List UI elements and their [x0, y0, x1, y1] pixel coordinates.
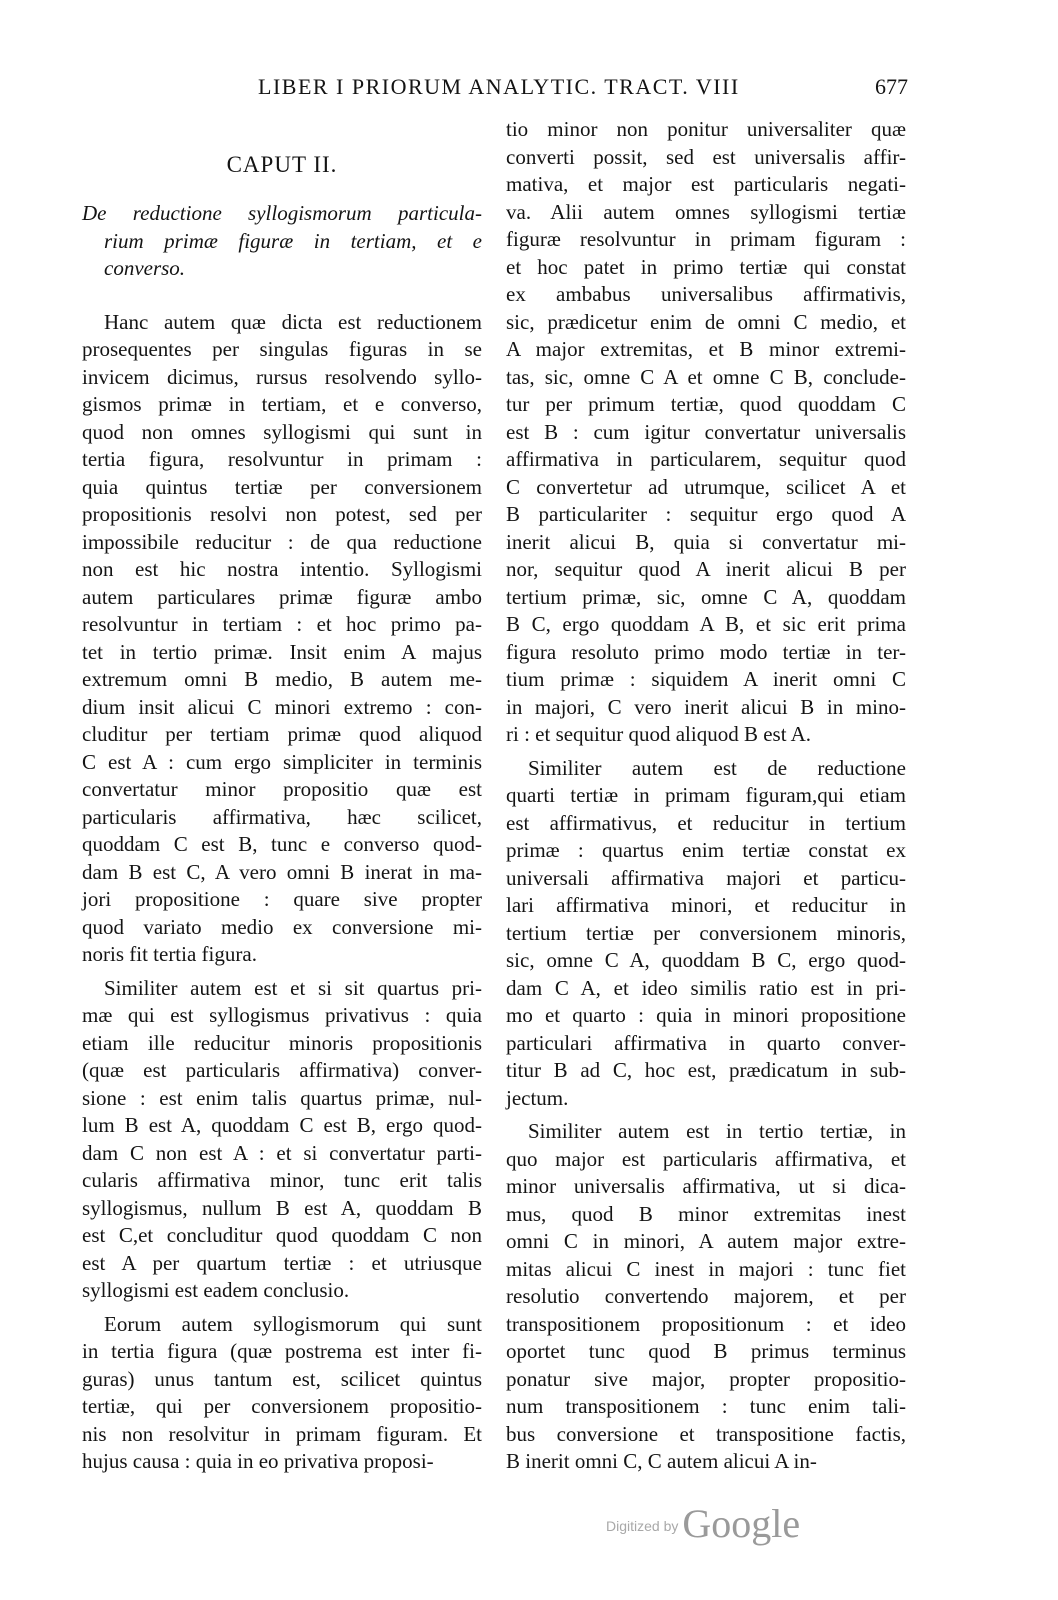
text-line: Similiter autem est et si sit quartus pri- [104, 975, 482, 1000]
text-line: noris fit tertia figura. [82, 942, 257, 966]
text-line: in tertia figura (quæ postrema est inter fi- [82, 1339, 482, 1363]
chapter-heading: CAPUT II. [226, 152, 338, 177]
text-line: va. Alii autem omnes syllogismi tertiæ [506, 199, 906, 224]
text-line: est B : cum igitur convertatur universalis [506, 419, 906, 444]
text-line: (quæ est particularis affirmativa) conver- [82, 1058, 482, 1082]
running-title: LIBER I PRIORUM ANALYTIC. TRACT. VIII [258, 74, 740, 99]
right-column [506, 116, 906, 1476]
text-line: B inerit omni C, C autem alicui A in- [506, 1449, 817, 1473]
left-column-body [82, 309, 482, 1476]
text-line: C convertetur ad utrumque, scilicet A et [506, 474, 906, 499]
text-line: Similiter autem est de reductione [528, 755, 906, 780]
text-line: dam C non est A : et si convertatur parti- [82, 1140, 482, 1165]
subtitle-line: converso. [104, 256, 186, 280]
text-line: tet in tertio primæ. Insit enim A majus [82, 639, 482, 664]
text-line: sione : est enim talis quartus primæ, nul- [82, 1085, 482, 1110]
text-line: non est hic nostra intentio. Syllogismi [82, 557, 482, 581]
text-line: syllogismus, nullum B est A, quoddam B [82, 1195, 482, 1220]
text-line: inerit alicui B, quia si convertatur mi- [506, 529, 906, 554]
text-line: autem particulares primæ figuræ ambo [82, 584, 482, 609]
text-line: nor, sequitur quod A inerit alicui B per [506, 557, 906, 581]
paragraph [82, 309, 482, 969]
text-line: titur B ad C, hoc est, prædicatum in sub- [506, 1058, 906, 1082]
text-line: ponatur sive major, propter propositio- [506, 1366, 906, 1391]
paragraph [82, 975, 482, 1305]
text-line: C est A : cum ergo simpliciter in terminis [82, 749, 482, 774]
paragraph [506, 1118, 906, 1476]
text-line: est A per quartum tertiæ : et utriusque [82, 1250, 482, 1275]
subtitle-line: De reductione syllogismorum particula- [82, 201, 482, 225]
text-line: tur per primum tertiæ, quod quoddam C [506, 392, 906, 416]
text-line: tertia figura, resolvuntur in primam : [82, 447, 482, 471]
text-line: nis non resolvitur in primam figuram. Et [82, 1421, 482, 1446]
text-line: et hoc patet in primo tertiæ qui constat [506, 254, 906, 279]
text-line: tas, sic, omne C A et omne C B, conclude- [506, 364, 906, 389]
left-column [82, 146, 482, 1476]
text-line: primæ : quartus enim tertiæ constat ex [506, 838, 906, 862]
text-line: B C, ergo quoddam A B, et sic erit prima [506, 612, 906, 636]
text-line: omni C in minori, A autem major extre- [506, 1229, 906, 1253]
text-line: guras) unus tantum est, scilicet quintus [82, 1366, 482, 1391]
text-line: gismos primæ in tertiam, et e converso, [82, 392, 482, 416]
text-line: resolvuntur in tertiam : et hoc primo pa- [82, 612, 482, 636]
text-line: etiam ille reducitur minoris propositionis [82, 1030, 482, 1055]
text-line: tium primæ : siquidem A inerit omni C [506, 667, 906, 691]
text-line: quo major est particularis affirmativa, et [506, 1146, 906, 1171]
digitized-watermark [606, 1500, 800, 1547]
text-line: quoddam C est B, tunc e converso quod- [82, 832, 482, 856]
text-line: figuræ resolvuntur in primam figuram : [506, 227, 906, 251]
google-logo: Google [682, 1501, 801, 1546]
text-line: ri : et sequitur quod aliquod B est A. [506, 722, 812, 746]
text-line: mo et quarto : quia in minori propositione [506, 1003, 906, 1027]
page-number: 677 [875, 74, 908, 99]
text-line: tertium tertiæ per conversionem minoris, [506, 920, 906, 945]
text-line: invicem dicimus, rursus resolvendo syllo- [82, 364, 482, 389]
text-line: mitas alicui C inest in majori : tunc fiet [506, 1256, 906, 1281]
text-line: bus conversione et transpositione factis, [506, 1421, 906, 1446]
text-line: syllogismi est eadem conclusio. [82, 1278, 350, 1302]
text-line: mus, quod B minor extremitas inest [506, 1201, 906, 1226]
text-line: particulari affirmativa in quarto conver- [506, 1030, 906, 1055]
text-line: transpositionem propositionum : et ideo [506, 1311, 906, 1336]
text-line: quod non omnes syllogismi qui sunt in [82, 419, 482, 444]
text-line: universali affirmativa majori et particu- [506, 865, 906, 890]
right-column-body [506, 116, 906, 1476]
text-line: ex ambabus universalibus affirmativis, [506, 282, 906, 306]
text-line: particularis affirmativa, hæc scilicet, [82, 804, 482, 829]
text-line: cluditur per tertiam primæ quod aliquod [82, 722, 482, 746]
text-line: Eorum autem syllogismorum qui sunt [104, 1311, 482, 1336]
text-line: tertiæ, qui per conversionem propositio- [82, 1394, 482, 1418]
text-line: propositionis resolvi non potest, sed per [82, 502, 482, 526]
text-line: num transpositionem : tunc enim tali- [506, 1394, 906, 1418]
text-line: convertatur minor propositio quæ est [82, 777, 482, 801]
text-line: dam C A, et ideo similis ratio est in pri- [506, 975, 906, 1000]
watermark-prefix: Digitized by [606, 1518, 679, 1534]
text-line: prosequentes per singulas figuras in se [82, 337, 482, 361]
text-line: dam B est C, A vero omni B inerat in ma- [82, 859, 482, 884]
text-line: resolutio convertendo majorem, et per [506, 1284, 906, 1308]
text-line: quarti tertiæ in primam figuram,qui etiam [506, 783, 906, 807]
text-line: Hanc autem quæ dicta est reductionem [104, 309, 482, 334]
text-line: A major extremitas, et B minor extremi- [506, 337, 906, 361]
text-line: tertium primæ, sic, omne C A, quoddam [506, 584, 906, 609]
text-line: est affirmativus, et reducitur in tertium [506, 810, 906, 835]
text-line: impossibile reducitur : de qua reductione [82, 529, 482, 554]
text-line: extremum omni B medio, B autem me- [82, 667, 482, 691]
text-line: jori propositione : quare sive propter [82, 887, 482, 911]
text-line: dium insit alicui C minori extremo : con- [82, 694, 482, 719]
text-line: mativa, et major est particularis negati- [506, 172, 906, 196]
text-line: est C,et concluditur quod quoddam C non [82, 1223, 482, 1247]
text-line: oportet tunc quod B primus terminus [506, 1339, 906, 1363]
subtitle-line: rium primæ figuræ in tertiam, et e [104, 228, 482, 253]
text-line: B particulariter : sequitur ergo quod A [506, 502, 906, 526]
chapter-subtitle [82, 200, 482, 283]
text-line: sic, omne C A, quoddam B C, ergo quod- [506, 948, 906, 972]
text-line: lari affirmativa minori, et reducitur in [506, 893, 906, 917]
text-line: lum B est A, quoddam C est B, ergo quod- [82, 1113, 482, 1137]
text-line: in majori, C vero inerit alicui B in mino- [506, 694, 906, 719]
text-line: figura resoluto primo modo tertiæ in ter- [506, 639, 906, 664]
text-line: minor universalis affirmativa, ut si dica- [506, 1174, 906, 1198]
paragraph [506, 755, 906, 1113]
text-line: tio minor non ponitur universaliter quæ [506, 117, 906, 141]
text-line: mæ qui est syllogismus privativus : quia [82, 1003, 482, 1027]
text-line: converti possit, sed est universalis affir- [506, 144, 906, 169]
text-line: quod variato medio ex conversione mi- [82, 914, 482, 939]
text-line: jectum. [506, 1085, 569, 1110]
text-line: cularis affirmativa minor, tunc erit talis [82, 1168, 482, 1192]
text-line: Similiter autem est in tertio tertiæ, in [528, 1119, 906, 1143]
paragraph [506, 116, 906, 749]
paragraph [82, 1311, 482, 1476]
text-line: hujus causa : quia in eo privativa proposi- [82, 1449, 434, 1473]
text-line: sic, prædicetur enim de omni C medio, et [506, 309, 906, 334]
text-line: quia quintus tertiæ per conversionem [82, 474, 482, 499]
text-line: affirmativa in particularem, sequitur quod [506, 447, 906, 471]
